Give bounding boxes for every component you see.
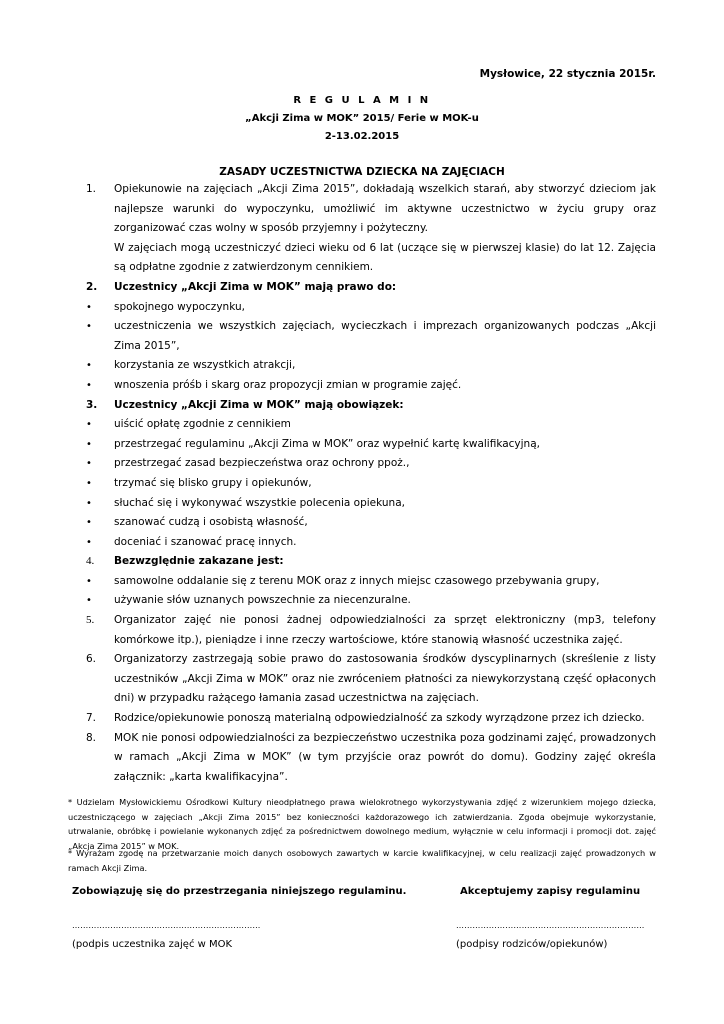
item-text: słuchać się i wykonywać wszystkie polecenia opiekuna, [114,496,405,509]
bullet-icon: • [86,458,92,470]
item-text: uczestniczenia we wszystkich zajęciach, wycieczkach i imprezach organizowanych podczas „Akcji Zima 2015”, [114,320,656,352]
item-text: Opiekunowie na zajęciach „Akcji Zima 2015”, dokładają wszelkich starań, aby stworzyć dzieciom jak najlepsze warunki do wypoczynku, umożliwić im aktywne uczestnictwo w życiu grupy oraz zorganizować czas wolny w sposób przyjemny i pożyteczny. [114,183,656,235]
list-item [86,591,656,611]
list-item [86,435,656,455]
item-text: wnoszenia próśb i skarg oraz propozycji zmian w programie zajęć. [114,378,462,391]
item-marker: 1. [86,183,97,195]
section-heading: ZASADY UCZESTNICTWA DZIECKA NA ZAJĘCIACH [219,166,505,178]
item-text: przestrzegać zasad bezpieczeństwa oraz ochrony ppoż., [114,457,410,470]
item-text: trzymać się blisko grupy i opiekunów, [114,476,312,489]
item-text: korzystania ze wszystkich atrakcji, [114,359,296,372]
list-item [86,298,656,318]
bullet-icon: • [86,477,92,489]
item-marker: 2. [86,280,98,293]
document-title: R E G U L A M I N [293,95,431,106]
bullet-icon: • [86,575,92,587]
list-item [86,474,656,494]
document-date: Mysłowice, 22 stycznia 2015r. [479,68,656,80]
list-item [86,513,656,533]
item-text: Organizator zajęć nie ponosi żadnej odpowiedzialności za sprzęt elektroniczny (mp3, telefony komórkowe itp.), pieniądze i inne rzeczy wartościowe, które stanowią własność uczestnika zajęć. [114,614,656,646]
bullet-icon: • [86,379,92,391]
item-text: Bezwzględnie zakazane jest: [114,555,284,568]
parents-acceptance: Akceptujemy zapisy regulaminu [460,886,641,897]
list-item [86,611,656,650]
list-item [86,494,656,514]
item-text: Uczestnicy „Akcji Zima w MOK” mają obowiązek: [114,398,404,411]
participant-signature-caption: (podpis uczestnika zajęć w MOK [72,939,233,950]
list-item [86,415,656,435]
item-text: przestrzegać regulaminu „Akcji Zima w MOK” oraz wypełnić kartę kwalifikacyjną, [114,437,540,450]
document-subtitle: „Akcji Zima w MOK” 2015/ Ferie w MOK-u [245,113,479,124]
bullet-icon: • [86,497,92,509]
parents-signature-caption: (podpisy rodziców/opiekunów) [456,939,608,950]
list-item [86,709,656,729]
bullet-icon: • [86,321,92,333]
item-text: Organizatorzy zastrzegają sobie prawo do zastosowania środków dyscyplinarnych (skreślenie z listy uczestników „Akcji Zima w MOK” oraz nie zwróceniem płatności za niewykorzystaną część opłaconych dni) w przypadku rażącego łamania zasad uczestnictwa na zajęciach. [114,653,656,705]
list-item [86,317,656,356]
item-text: Uczestnicy „Akcji Zima w MOK” mają prawo do: [114,280,397,293]
participant-signature-line: …………………………………………………………… [72,921,261,930]
list-item [86,552,656,572]
item-marker: 7. [86,712,97,725]
item-text: MOK nie ponosi odpowiedzialności za bezpieczeństwo uczestnika poza godzinami zajęć, prowadzonych w ramach „Akcji Zima w MOK” (w tym przyjście oraz powrót do domu). Godziny zajęć określa załącznik: „karta kwalifikacyjna”. [114,731,656,783]
list-item [86,180,656,239]
item-marker: 8. [86,731,97,744]
list-item [86,533,656,553]
list-item [86,729,656,788]
list-item [86,396,656,416]
item-text: szanować cudzą i osobistą własność, [114,516,308,529]
participant-declaration: Zobowiązuję się do przestrzegania niniejszego regulaminu. [72,886,407,897]
bullet-icon: • [86,360,92,372]
item-marker: 6. [86,653,97,666]
item-text: doceniać i szanować pracę innych. [114,535,297,548]
parents-signature-line: …………………………………………………………… [456,921,645,930]
item-text: używanie słów uznanych powszechnie za niecenzuralne. [114,594,411,607]
bullet-icon: • [86,301,92,313]
list-item [86,376,656,396]
bullet-icon: • [86,595,92,607]
data-consent-note: * Wyrażam zgodę na przetwarzanie moich danych osobowych zawartych w karcie kwalifikacyjnej, w celu realizacji zajęć prowadzonych w ramach Akcji Zima. [68,848,656,873]
item-marker [86,239,114,278]
item-text: samowolne oddalanie się z terenu MOK oraz z innych miejsc czasowego przebywania grupy, [114,574,600,587]
list-item [86,278,656,298]
item-marker: 5. [86,614,95,627]
item-marker: 4. [86,555,95,568]
bullet-icon: • [86,419,92,431]
item-text: spokojnego wypoczynku, [114,300,245,313]
list-item [86,650,656,709]
list-item [86,454,656,474]
image-consent-note: * Udzielam Mysłowickiemu Ośrodkowi Kultury nieodpłatnego prawa wielokrotnego wykorzystywania zdjęć z wizerunkiem mojego dziecka, uczestniczącego w zajęciach „Akcji Zima 2015” bez konieczności każdorazowego ich zatwierdzania. Zgoda obejmuje wykorzystanie, utrwalanie, obróbkę i powielanie wykonanych zdjęć za pośrednictwem dowolnego medium, wyłącznie w celu informacji i promocji dot. zajęć „Akcja Zima 2015” w MOK. [68,797,656,851]
bullet-icon: • [86,517,92,529]
bullet-icon: • [86,536,92,548]
item-text: uiścić opłatę zgodnie z cennikiem [114,418,291,431]
item-text: W zajęciach mogą uczestniczyć dzieci wieku od 6 lat (uczące się w pierwszej klasie) do lat 12. Zajęcia są odpłatne zgodnie z zatwierdzonym cennikiem. [114,241,656,274]
list-item [86,356,656,376]
bullet-icon: • [86,438,92,450]
list-item [86,572,656,592]
item-marker: 3. [86,398,98,411]
document-dates: 2-13.02.2015 [324,131,400,142]
list-item [86,239,656,278]
regulations-list [86,180,656,787]
item-text: Rodzice/opiekunowie ponoszą materialną odpowiedzialność za szkody wyrządzone przez ich dziecko. [114,712,645,725]
